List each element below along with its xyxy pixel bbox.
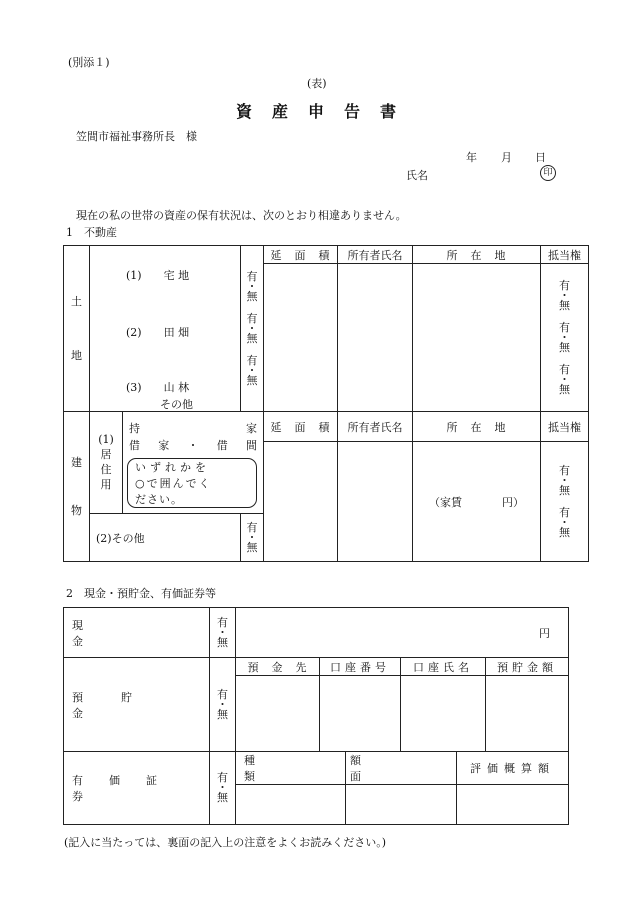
residential-label: (1) 居 住 用 xyxy=(90,412,123,514)
col-savings-amount: 預貯金額 xyxy=(486,658,569,676)
cash-label: 現金 xyxy=(64,608,210,658)
seal-mark: 印 xyxy=(540,165,556,181)
rented-house: 借家・借間 xyxy=(129,439,257,452)
land-item-forest: (3) 山 林 xyxy=(126,381,190,394)
bank-cell[interactable] xyxy=(236,676,320,752)
footer-note: (記入に当たっては、裏面の記入上の注意をよくお読みください。) xyxy=(64,836,387,849)
building-other-yes-no[interactable]: 有 ・ 無 xyxy=(241,514,264,562)
residential-type: 持 家 借家・借間 いずれかを ○で囲んでく ださい。 xyxy=(123,412,264,514)
side-label: (表) xyxy=(307,77,327,90)
bcol-owner-name: 所有者氏名 xyxy=(338,412,413,442)
col-estimated-value: 評価概算額 xyxy=(457,752,569,785)
bcol-floor-area: 延 面 積 xyxy=(264,412,338,442)
date-day-label: 日 xyxy=(535,151,546,164)
section2-heading: 2 現金・預貯金、有価証券等 xyxy=(66,587,216,600)
land-location-cell[interactable] xyxy=(413,264,541,412)
name-label: 氏名 xyxy=(406,169,428,182)
date-month-label: 月 xyxy=(501,151,512,164)
building-other-label: (2)その他 xyxy=(90,514,241,562)
estimated-value-cell[interactable] xyxy=(457,785,569,825)
land-item-farmland: (2) 田 畑 xyxy=(126,326,190,339)
col-owner-name: 所有者氏名 xyxy=(338,246,413,264)
col-bank: 預 金 先 xyxy=(236,658,320,676)
land-mortgage-cell[interactable]: 有 ・ 無 有 ・ 無 有 ・ 無 xyxy=(541,264,589,412)
land-item-other: その他 xyxy=(160,398,193,411)
cash-amount-cell[interactable] xyxy=(236,608,569,658)
owned-house-left: 持 xyxy=(129,422,140,435)
real-estate-table xyxy=(63,245,589,562)
land-items xyxy=(90,246,241,412)
bcol-mortgage: 抵当権 xyxy=(541,412,589,442)
land-label: 土 地 xyxy=(64,246,90,412)
savings-amount-cell[interactable] xyxy=(486,676,569,752)
page-title: 資 産 申 告 書 xyxy=(236,102,399,121)
date-year-label: 年 xyxy=(466,151,477,164)
cash-unit: 円 xyxy=(539,626,550,640)
land-owner-cell[interactable] xyxy=(338,264,413,412)
account-number-cell[interactable] xyxy=(320,676,401,752)
face-value-cell[interactable] xyxy=(346,785,457,825)
section1-heading: 1 不動産 xyxy=(66,226,117,239)
rent-unit: 円） xyxy=(502,495,524,509)
savings-yes-no[interactable]: 有 ・ 無 xyxy=(210,658,236,752)
building-owner-cell[interactable] xyxy=(338,442,413,562)
col-type: 種類 xyxy=(236,752,346,785)
account-name-cell[interactable] xyxy=(401,676,486,752)
col-face-value: 額面 xyxy=(346,752,457,785)
col-mortgage: 抵当権 xyxy=(541,246,589,264)
attachment-label: (別添１) xyxy=(68,56,110,69)
land-item-residential: (1) 宅 地 xyxy=(126,269,190,282)
col-location: 所 在 地 xyxy=(413,246,541,264)
securities-label: 有価証券 xyxy=(64,752,210,825)
building-mortgage-cell[interactable]: 有 ・ 無 有 ・ 無 xyxy=(541,442,589,562)
building-floor-area-cell[interactable] xyxy=(264,442,338,562)
col-account-number: 口座番号 xyxy=(320,658,401,676)
intro-text: 現在の私の世帯の資産の保有状況は、次のとおり相違ありません。 xyxy=(76,209,407,222)
addressee: 笠間市福祉事務所長 様 xyxy=(76,130,197,143)
securities-yes-no[interactable]: 有 ・ 無 xyxy=(210,752,236,825)
security-type-cell[interactable] xyxy=(236,785,346,825)
col-account-name: 口座氏名 xyxy=(401,658,486,676)
rent-label: （家賃 xyxy=(429,495,462,509)
bcol-location: 所 在 地 xyxy=(413,412,541,442)
cash-yes-no[interactable]: 有 ・ 無 xyxy=(210,608,236,658)
owned-house-right: 家 xyxy=(246,422,257,435)
building-label: 建 物 xyxy=(64,412,90,562)
land-floor-area-cell[interactable] xyxy=(264,264,338,412)
col-floor-area: 延 面 積 xyxy=(264,246,338,264)
building-location-cell[interactable] xyxy=(413,442,541,562)
savings-label: 預貯金 xyxy=(64,658,210,752)
assets-table xyxy=(63,607,569,825)
land-yes-no: 有 ・ 無 有 ・ 無 有 ・ 無 xyxy=(241,246,264,412)
